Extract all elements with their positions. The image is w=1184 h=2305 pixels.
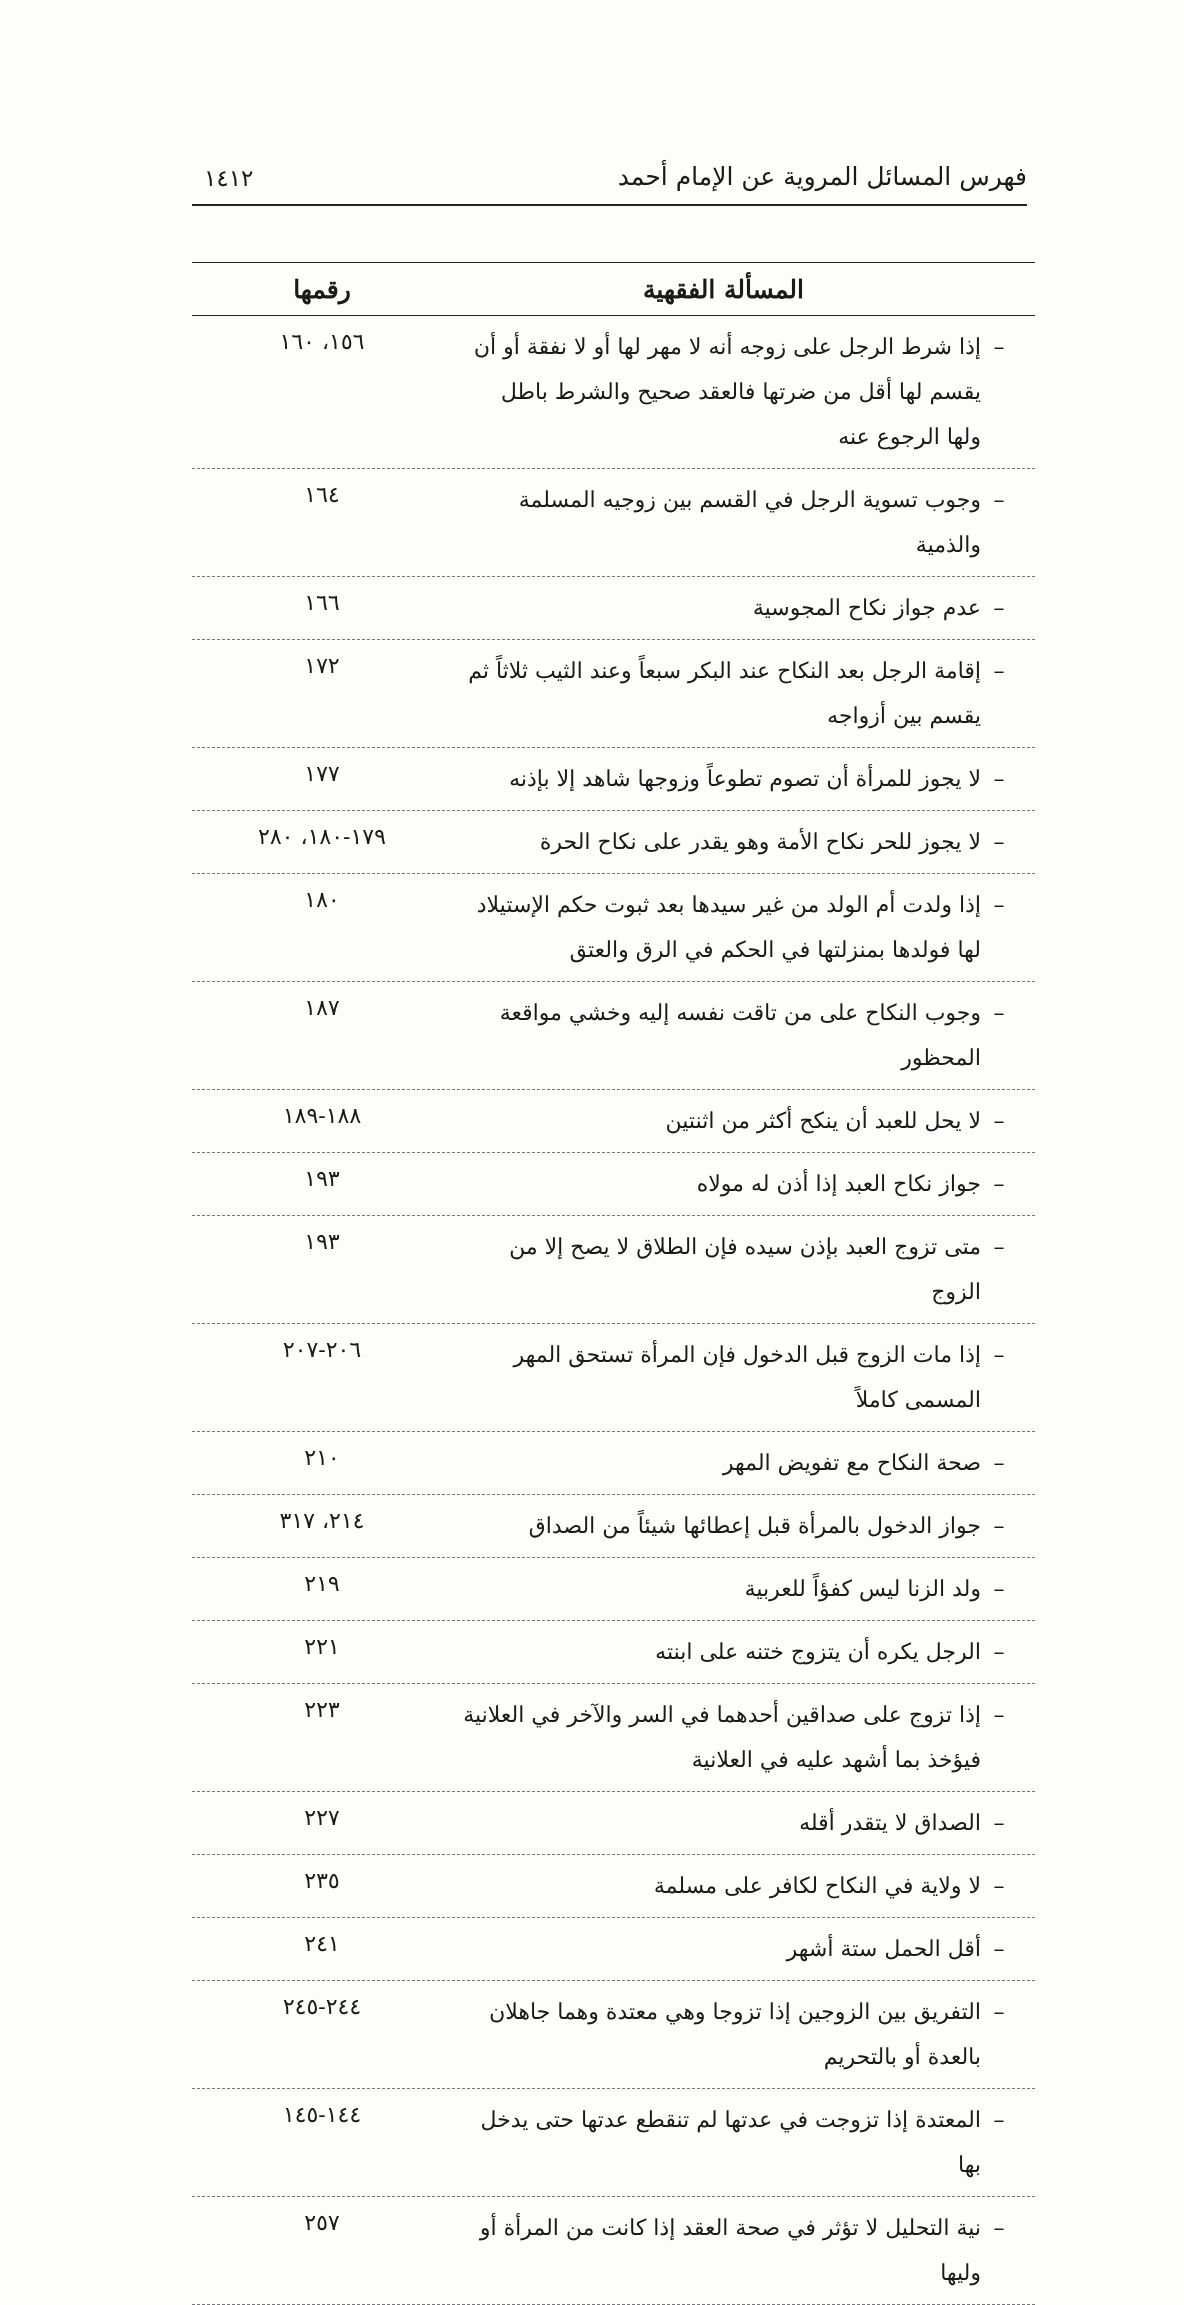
bullet-dash: – [993,767,1005,792]
issue-cell [452,748,1035,810]
ref-cell: ٢١٩ [304,1572,340,1597]
issue-cell [452,1981,1035,2088]
table-row [192,1432,1035,1495]
ref-cell: ٢٤١ [304,1932,340,1957]
bullet-dash: – [993,1703,1005,1728]
bullet-dash: – [993,335,1005,360]
ref-cell: ١٧٩-١٨٠، ٢٨٠ [258,825,386,850]
table-body [192,316,1035,2305]
table-row [192,1792,1035,1855]
table-row [192,640,1035,748]
page-header [192,158,1027,206]
ref-cell: ٢٠٦-٢٠٧ [282,1338,362,1363]
issue-cell [452,1432,1035,1494]
issue-text: إذا مات الزوج قبل الدخول فإن المرأة تستحق المهر المسمى كاملاً [513,1343,981,1413]
issue-text: جواز نكاح العبد إذا أذن له مولاه [696,1172,981,1197]
ref-cell: ١٩٣ [304,1230,340,1255]
page-number: ١٤١٢ [204,166,254,192]
bullet-dash: – [993,1109,1005,1134]
bullet-dash: – [993,2108,1005,2133]
issue-text: إذا شرط الرجل على زوجه أنه لا مهر لها أو لا نفقة أو أن يقسم لها أقل من ضرتها فالعقد صحيح والشرط باطل ولها الرجوع عنه [473,335,981,450]
issue-text: عدم جواز نكاح المجوسية [752,596,981,621]
ref-cell: ١٥٦، ١٦٠ [279,330,365,355]
bullet-dash: – [993,893,1005,918]
ref-cell: ٢٢٣ [304,1698,340,1723]
table-row [192,811,1035,874]
table-row [192,2089,1035,2197]
issue-text: التفريق بين الزوجين إذا تزوجا وهي معتدة وهما جاهلان بالعدة أو بالتحريم [489,2000,981,2070]
issue-text: المعتدة إذا تزوجت في عدتها لم تنقطع عدتها حتى يدخل بها [480,2108,981,2178]
issue-text: جواز الدخول بالمرأة قبل إعطائها شيئاً من الصداق [528,1514,981,1539]
ref-cell: ١٩٣ [304,1167,340,1192]
issue-cell [452,2197,1035,2304]
table-row [192,1558,1035,1621]
column-headers [192,263,1035,316]
table-row [192,316,1035,469]
issue-text: وجوب تسوية الرجل في القسم بين زوجيه المسلمة والذمية [518,488,981,558]
issue-text: الرجل يكره أن يتزوج ختنه على ابنته [655,1640,981,1665]
issue-text: وجوب النكاح على من تاقت نفسه إليه وخشي مواقعة المحظور [499,1001,981,1071]
ref-cell: ٢٢١ [304,1635,340,1660]
bullet-dash: – [993,1811,1005,1836]
issue-cell [452,1495,1035,1557]
issue-cell [452,316,1035,468]
issue-text: نية التحليل لا تؤثر في صحة العقد إذا كانت من المرأة أو وليها [479,2216,981,2286]
issue-cell [452,1090,1035,1152]
index-table [192,262,1035,2305]
bullet-dash: – [993,488,1005,513]
issue-text: لا يجوز للحر نكاح الأمة وهو يقدر على نكاح الحرة [539,830,981,855]
bullet-dash: – [993,659,1005,684]
bullet-dash: – [993,830,1005,855]
ref-cell: ١٧٧ [304,762,340,787]
ref-cell: ١٦٦ [304,591,340,616]
issue-cell [452,1684,1035,1791]
ref-cell: ٢٤٤-٢٤٥ [282,1995,362,2020]
table-row [192,1918,1035,1981]
issue-cell [452,1918,1035,1980]
issue-cell [452,1153,1035,1215]
ref-cell: ١٨٠ [304,888,340,913]
table-row [192,1090,1035,1153]
issue-text: صحة النكاح مع تفويض المهر [722,1451,981,1476]
issue-cell [452,982,1035,1089]
ref-cell: ٢١٠ [304,1446,340,1471]
issue-text: الصداق لا يتقدر أقله [799,1811,981,1836]
table-row [192,982,1035,1090]
bullet-dash: – [993,596,1005,621]
issue-cell [452,469,1035,576]
ref-cell: ١٦٤ [304,483,340,508]
issue-text: إقامة الرجل بعد النكاح عند البكر سبعاً وعند الثيب ثلاثاً ثم يقسم بين أزواجه [468,659,981,729]
table-row [192,748,1035,811]
issue-cell [452,1324,1035,1431]
table-row [192,1153,1035,1216]
bullet-dash: – [993,1640,1005,1665]
issue-cell [452,874,1035,981]
column-header-issue: المسألة الفقهية [643,274,804,304]
issue-cell [452,1792,1035,1854]
issue-cell [452,1216,1035,1323]
issue-cell [452,1621,1035,1683]
ref-cell: ٢٣٥ [304,1869,340,1894]
issue-cell [452,1855,1035,1917]
issue-cell [452,811,1035,873]
table-row [192,1495,1035,1558]
table-row [192,577,1035,640]
bullet-dash: – [993,1874,1005,1899]
issue-text: متى تزوج العبد بإذن سيده فإن الطلاق لا يصح إلا من الزوج [509,1235,981,1305]
ref-cell: ١٤٤-١٤٥ [282,2103,362,2128]
bullet-dash: – [993,1001,1005,1026]
table-row [192,1855,1035,1918]
running-title: فهرس المسائل المروية عن الإمام أحمد [617,162,1027,191]
ref-cell: ٢١٤، ٣١٧ [279,1509,365,1534]
ref-cell: ٢٢٧ [304,1806,340,1831]
table-row [192,2197,1035,2305]
bullet-dash: – [993,1577,1005,1602]
issue-text: أقل الحمل ستة أشهر [786,1937,981,1962]
bullet-dash: – [993,1235,1005,1260]
table-row [192,874,1035,982]
ref-cell: ١٨٧ [304,996,340,1021]
bullet-dash: – [993,1451,1005,1476]
bullet-dash: – [993,2216,1005,2241]
table-row [192,1981,1035,2089]
bullet-dash: – [993,2000,1005,2025]
issue-text: إذا تزوج على صداقين أحدهما في السر والآخر في العلانية فيؤخذ بما أشهد عليه في العلانية [463,1703,981,1773]
table-row [192,1324,1035,1432]
issue-text: لا ولاية في النكاح لكافر على مسلمة [653,1874,981,1899]
bullet-dash: – [993,1343,1005,1368]
issue-cell [452,2089,1035,2196]
issue-text: ولد الزنا ليس كفؤاً للعربية [744,1577,981,1602]
bullet-dash: – [993,1514,1005,1539]
table-row [192,1621,1035,1684]
table-row [192,1216,1035,1324]
ref-cell: ١٨٨-١٨٩ [282,1104,362,1129]
bullet-dash: – [993,1172,1005,1197]
ref-cell: ١٧٢ [304,654,340,679]
issue-cell [452,577,1035,639]
table-row [192,469,1035,577]
issue-text: لا يحل للعبد أن ينكح أكثر من اثنتين [665,1109,981,1134]
issue-cell [452,1558,1035,1620]
ref-cell: ٢٥٧ [304,2211,340,2236]
issue-text: لا يجوز للمرأة أن تصوم تطوعاً وزوجها شاهد إلا بإذنه [509,767,981,792]
bullet-dash: – [993,1937,1005,1962]
issue-cell [452,640,1035,747]
issue-text: إذا ولدت أم الولد من غير سيدها بعد ثبوت حكم الإستيلاد لها فولدها بمنزلتها في الحكم في الرق والعتق [476,893,981,963]
table-row [192,1684,1035,1792]
column-header-ref: رقمها [293,274,351,304]
